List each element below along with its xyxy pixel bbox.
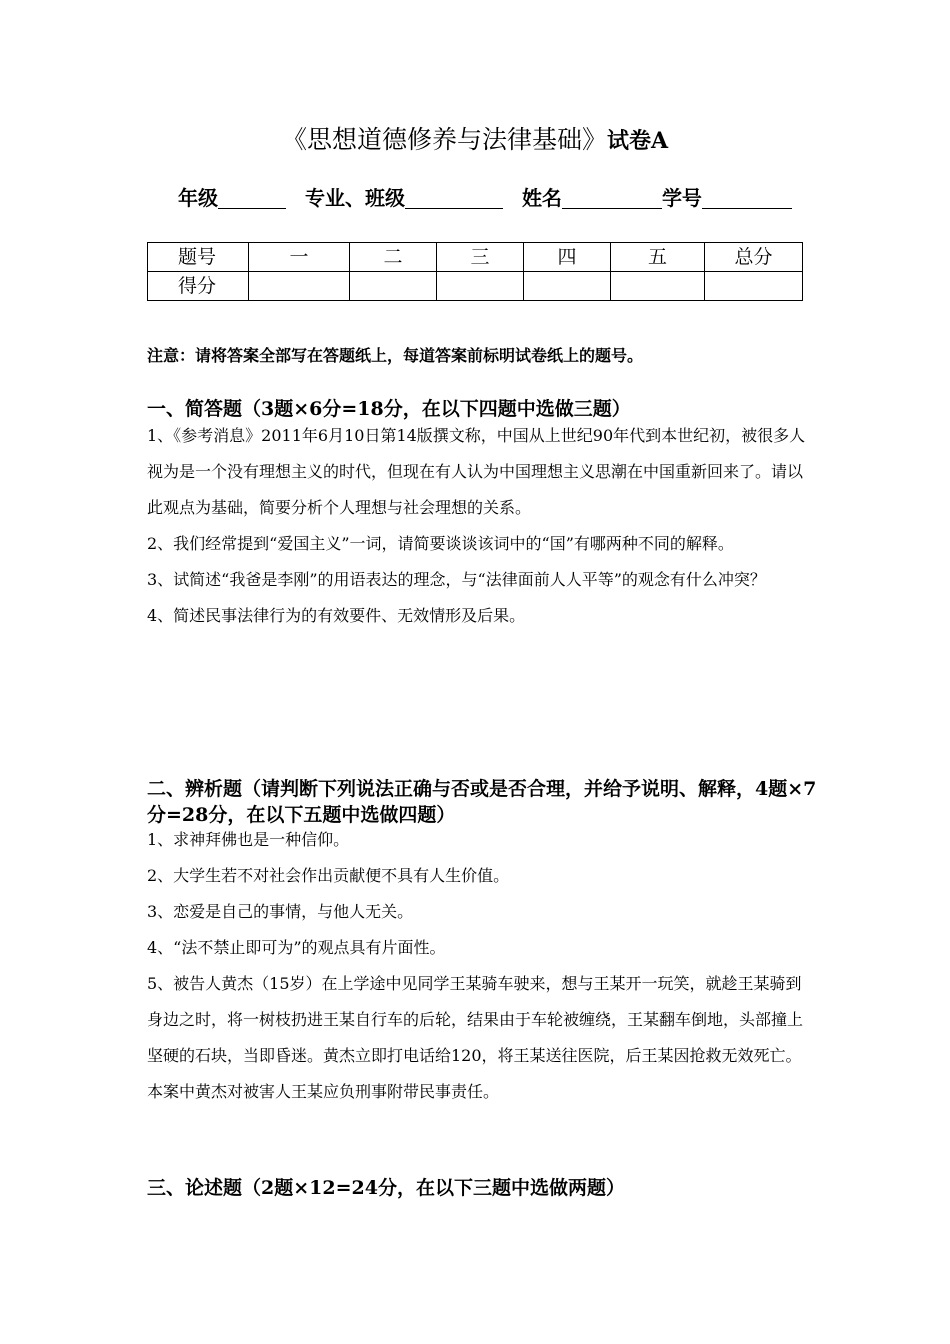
question-item: 2、大学生若不对社会作出贡献便不具有人生价值。 bbox=[147, 866, 510, 885]
score-cell[interactable] bbox=[437, 272, 524, 301]
section-heading-analysis: 二、辨析题（请判断下列说法正确与否或是否合理，并给予说明、解释，4题×7分=28分，在以下五题中选做四题） bbox=[147, 778, 817, 826]
question-item: 2、我们经常提到“爱国主义”一词，请简要谈谈该词中的“国”有哪两种不同的解释。 bbox=[147, 534, 734, 553]
score-cell[interactable] bbox=[611, 272, 705, 301]
grade-blank[interactable] bbox=[218, 186, 286, 209]
score-cell[interactable] bbox=[705, 272, 803, 301]
student-id-label: 学号 bbox=[661, 186, 702, 210]
major-class-label: 专业、班级 bbox=[304, 186, 405, 210]
section-heading-essay: 三、论述题（2题×12=24分，在以下三题中选做两题） bbox=[147, 1177, 625, 1199]
row-label-score: 得分 bbox=[148, 272, 249, 301]
question-item: 4、简述民事法律行为的有效要件、无效情形及后果。 bbox=[147, 606, 526, 625]
score-table-header-row bbox=[148, 243, 803, 272]
student-id-blank[interactable] bbox=[702, 186, 792, 209]
student-info-line bbox=[178, 183, 792, 213]
row-label-question-no: 题号 bbox=[148, 243, 249, 272]
section-analysis-questions bbox=[147, 822, 812, 1110]
major-class-blank[interactable] bbox=[405, 186, 503, 209]
column-header: 总分 bbox=[705, 243, 803, 272]
grade-label: 年级 bbox=[178, 186, 218, 210]
name-label: 姓名 bbox=[521, 186, 562, 210]
question-item: 3、试简述“我爸是李刚”的用语表达的理念，与“法律面前人人平等”的观念有什么冲突？ bbox=[147, 570, 766, 589]
column-header: 四 bbox=[524, 243, 611, 272]
exam-notice: 注意：请将答案全部写在答题纸上，每道答案前标明试卷纸上的题号。 bbox=[147, 346, 644, 365]
question-item: 1、《参考消息》2011年6月10日第14版撰文称，中国从上世纪90年代到本世纪初，被很多人视为是一个没有理想主义的时代，但现在有人认为中国理想主义思潮在中国重新回来了。请以此观点为基础，简要分析个人理想与社会理想的关系。 bbox=[147, 426, 806, 517]
section-heading-short-answer: 一、简答题（3题×6分=18分，在以下四题中选做三题） bbox=[147, 398, 631, 420]
score-table bbox=[147, 242, 803, 301]
exam-title bbox=[0, 122, 950, 159]
column-header: 五 bbox=[611, 243, 705, 272]
score-cell[interactable] bbox=[524, 272, 611, 301]
column-header: 一 bbox=[249, 243, 350, 272]
name-blank[interactable] bbox=[562, 186, 662, 209]
question-item: 3、恋爱是自己的事情，与他人无关。 bbox=[147, 902, 414, 921]
question-item: 4、“法不禁止即可为”的观点具有片面性。 bbox=[147, 938, 446, 957]
column-header: 二 bbox=[350, 243, 437, 272]
section-short-answer-questions bbox=[147, 418, 812, 634]
column-header: 三 bbox=[437, 243, 524, 272]
exam-title-main: 《思想道德修养与法律基础》 bbox=[281, 125, 607, 154]
score-cell[interactable] bbox=[350, 272, 437, 301]
score-table-score-row bbox=[148, 272, 803, 301]
question-item: 1、求神拜佛也是一种信仰。 bbox=[147, 830, 350, 849]
score-cell[interactable] bbox=[249, 272, 350, 301]
exam-title-suffix: 试卷A bbox=[606, 128, 669, 154]
question-item: 5、被告人黄杰（15岁）在上学途中见同学王某骑车驶来，想与王某开一玩笑，就趁王某骑到身边之时，将一树枝扔进王某自行车的后轮，结果由于车轮被缠绕，王某翻车倒地，头部撞上坚硬的石块，当即昏迷。黄杰立即打电话给120，将王某送往医院，后王某因抢救无效死亡。本案中黄杰对被害人王某应负刑事附带民事责任。 bbox=[147, 974, 804, 1101]
